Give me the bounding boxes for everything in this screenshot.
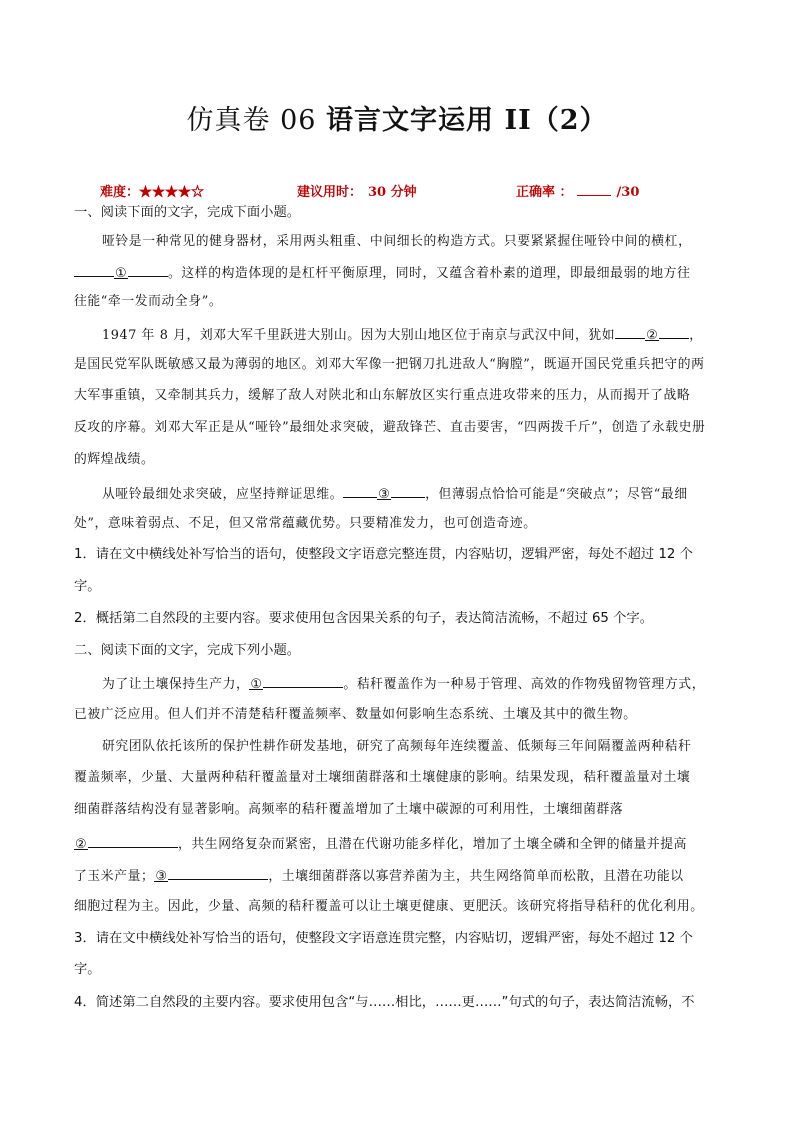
s2-p2-line4-tail: ，共生网络复杂而紧密，且潜在代谢功能多样化，增加了土壤全磷和全钾的储量并提高 xyxy=(178,837,688,852)
s2-p2-line5 xyxy=(74,865,729,887)
s1-p3-line1 xyxy=(102,483,729,505)
question-2: 2．概括第二自然段的主要内容。要求使用包含因果关系的句子，表达简洁流畅，不超过 65 个字。 xyxy=(74,611,654,626)
time-value: 30 分钟 xyxy=(368,185,417,200)
blank-s2-2[interactable] xyxy=(88,833,178,848)
blank-s2-2-marker: ② xyxy=(74,837,88,852)
s2-p2-line1: 研究团队依托该所的保护性耕作研发基地，研究了高频每年连续覆盖、低频每三年间隔覆盖两种秸秆 xyxy=(102,739,692,754)
blank-s2-3-marker: ③ xyxy=(155,869,168,884)
s1-p1-line3: 往能“牵一发而动全身”。 xyxy=(74,294,223,309)
s1-p3-line2: 处”，意味着弱点、不足，但又常常蕴藏优势。只要精准发力，也可创造奇迹。 xyxy=(74,516,537,531)
s1-p1-line2 xyxy=(74,262,729,284)
s1-p2-line1 xyxy=(102,324,729,346)
time-label: 建议用时： xyxy=(297,185,363,200)
blank-s2-3[interactable] xyxy=(168,865,268,880)
difficulty-stars: ★★★★☆ xyxy=(139,185,205,200)
blank-s2-1[interactable] xyxy=(263,673,343,688)
s2-p1-line1-tail: 。秸秆覆盖作为一种易于管理、高效的作物残留物管理方式， xyxy=(343,677,706,692)
blank-3-marker: ③ xyxy=(378,487,391,502)
s2-p2-line5-tail: ，土壤细菌群落以寡营养菌为主，共生网络简单而松散，且潜在功能以 xyxy=(268,869,684,884)
title-main: 语言文字运用 II（2） xyxy=(326,105,608,136)
blank-2-trail[interactable] xyxy=(659,324,689,339)
question-3-line2: 字。 xyxy=(74,962,101,977)
s2-p1-line1 xyxy=(102,673,729,695)
blank-2-lead[interactable] xyxy=(615,324,645,339)
question-1-line1: 1．请在文中横线处补写恰当的语句，使整段文字语意完整连贯，内容贴切，逻辑严密，每处不超过 12 个 xyxy=(74,547,693,562)
s1-p1-line2-tail: 。这样的构造体现的是杠杆平衡原理，同时，又蕴含着朴素的道理，即最细最弱的地方往 xyxy=(168,266,691,281)
s2-p2-line3: 细菌群落结构没有显著影响。高频率的秸秆覆盖增加了土壤中碳源的可利用性，土壤细菌群落 xyxy=(74,802,624,817)
section2-heading: 二、阅读下面的文字，完成下列小题。 xyxy=(74,643,301,658)
blank-2-marker: ② xyxy=(646,328,659,343)
blank-3-trail[interactable] xyxy=(391,483,425,498)
s1-p2-line5: 的辉煌战绩。 xyxy=(74,452,155,467)
blank-1-lead[interactable] xyxy=(74,262,114,277)
s2-p1-line1-head: 为了让土壤保持生产力， xyxy=(102,677,250,692)
s2-p1-line2: 已被广泛应用。但人们并不清楚秸秆覆盖频率、数量如何影响生态系统、土壤及其中的微生物。 xyxy=(74,707,637,722)
s2-p2-line6: 细胞过程为主。因此，少量、高频的秸秆覆盖可以让土壤更健康、更肥沃。该研究将指导秸秆的优化利用。 xyxy=(74,899,704,914)
exam-meta xyxy=(100,181,740,201)
question-4: 4．简述第二自然段的主要内容。要求使用包含“与……相比，……更……”句式的句子，表达简洁流畅，不 xyxy=(74,995,695,1010)
blank-s2-1-marker: ① xyxy=(250,677,263,692)
s1-p1-line1: 哑铃是一种常见的健身器材，采用两头粗重、中间细长的构造方式。只要紧紧握住哑铃中间的横杠， xyxy=(102,234,692,249)
accuracy xyxy=(516,181,639,200)
title-prefix: 仿真卷 06 xyxy=(186,105,317,136)
s1-p2-line2: 是国民党军队既敏感又最为薄弱的地区。刘邓大军像一把钢刀扎进敌人“胸膛”，既逼开国民党重兵把守的两 xyxy=(74,357,705,372)
blank-1-marker: ① xyxy=(114,266,128,281)
s1-p3-line1-head: 从哑铃最细处求突破，应坚持辩证思维。 xyxy=(102,487,344,502)
blank-3-lead[interactable] xyxy=(343,483,377,498)
difficulty-label: 难度： xyxy=(100,185,140,200)
accuracy-total: /30 xyxy=(616,185,640,200)
s2-p2-line5-head: 了玉米产量； xyxy=(74,869,155,884)
s1-p2-line1-tail: ， xyxy=(689,328,703,343)
s1-p3-line1-tail: ，但薄弱点恰恰可能是“突破点”；尽管“最细 xyxy=(425,487,688,502)
question-3-line1: 3．请在文中横线处补写恰当的语句，使整段文字语意连贯完整，内容贴切，逻辑严密，每处不超过 12 个 xyxy=(74,931,693,946)
suggested-time xyxy=(297,181,417,200)
page-title xyxy=(0,98,794,137)
accuracy-label: 正确率 ： xyxy=(516,185,573,200)
s1-p2-line4: 反攻的序幕。刘邓大军正是从“哑铃”最细处求突破，避敌锋芒、直击要害，“四两拨千斤”，创造了永载史册 xyxy=(74,420,706,435)
difficulty xyxy=(100,181,204,200)
blank-1-trail[interactable] xyxy=(128,262,168,277)
s2-p2-line2: 覆盖频率，少量、大量两种秸秆覆盖量对土壤细菌群落和土壤健康的影响。结果发现，秸秆覆盖量对土壤 xyxy=(74,770,691,785)
s1-p2-line1-head: 1947 年 8 月，刘邓大军千里跃进大别山。因为大别山地区位于南京与武汉中间，犹如 xyxy=(102,328,616,343)
s2-p2-line4 xyxy=(74,833,729,855)
question-1-line2: 字。 xyxy=(74,579,101,594)
accuracy-blank[interactable] xyxy=(577,183,611,196)
section1-heading: 一、阅读下面的文字，完成下面小题。 xyxy=(74,205,301,220)
s1-p2-line3: 大军事重镇，又牵制其兵力，缓解了敌人对陕北和山东解放区实行重点进攻带来的压力，从而揭开了战略 xyxy=(74,388,691,403)
